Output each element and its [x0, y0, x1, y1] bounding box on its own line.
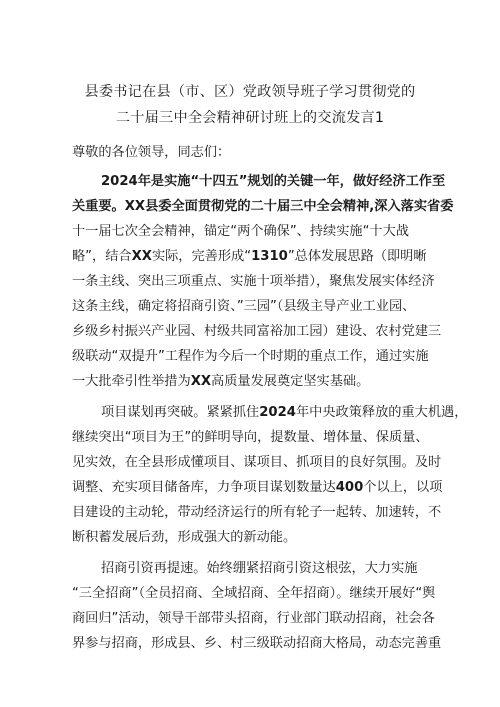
bold-text: 县委全面贯彻党的二十届三中全会精神,深入落实省委 — [145, 199, 454, 214]
bold-text: 1310 — [251, 249, 288, 264]
text-run: 个以上，以项 — [363, 480, 443, 495]
paragraph-line: 目建设的主动轮，带动经济运行的所有轮子一起转、加速转，不 — [72, 505, 442, 520]
paragraph-line: 见实效，在全县形成懂项目、谋项目、抓项目的良好氛围。及时 — [72, 455, 442, 470]
bold-text: XX — [131, 249, 152, 264]
paragraph-1 — [72, 169, 454, 394]
text-run: 年中央政策释放的重大机遇， — [295, 405, 468, 420]
bold-text: 关重要。 — [72, 199, 125, 214]
paragraph-2 — [72, 400, 468, 550]
paragraph-line: 继续突出“项目为王”的鲜明导向，提数量、增体量、保质量、 — [72, 430, 429, 445]
text-run: 项目谋划再突破。紧紧抓住 — [101, 405, 260, 420]
paragraph-line: “三全招商”（全员招商、全域招商、全年招商）。继续开展好“舆 — [72, 586, 436, 601]
paragraph-line — [72, 400, 468, 425]
paragraph-line: 乡级乡村振兴产业园、村级共同富裕加工园）建设、农村党建三 — [72, 324, 442, 339]
text-run: 调整、充实项目储备库，力争项目谋划数量达 — [72, 480, 336, 495]
paragraph-line — [72, 244, 428, 269]
title-line-1: 县委书记在县（市、区）党政领导班子学习贯彻党的 — [84, 84, 416, 100]
paragraph-line — [72, 169, 446, 194]
bold-text: XX — [124, 199, 146, 214]
paragraph-3 — [72, 556, 442, 656]
paragraph-line: 级联动“双提升”工程作为今后一个时期的重点工作，通过实施 — [72, 349, 429, 364]
paragraph-line — [72, 475, 443, 500]
bold-text: 年是实施“十四五”规划的关键一年，做好经济工作至 — [137, 174, 446, 189]
text-run: 实际，完善形成“ — [151, 249, 252, 264]
bold-text: 400 — [335, 480, 364, 495]
greeting: 尊敬的各位领导，同志们： — [72, 145, 231, 160]
bold-text: XX — [190, 374, 212, 389]
bold-text: 2024 — [101, 174, 138, 189]
paragraph-line: 断积蓄发展后劲，形成强大的新动能。 — [72, 530, 297, 545]
bold-text: 2024 — [259, 405, 296, 420]
paragraph-line: 商回归”活动，领导干部带头招商，行业部门联动招商，社会各 — [72, 611, 435, 626]
paragraph-line — [72, 194, 454, 219]
paragraph-line: 这条主线，确定将招商引资、”三园”（县级主导产业工业园、 — [72, 299, 416, 314]
text-run: 高质量发展奠定坚实基础。 — [211, 374, 370, 389]
paragraph-line: 一条主线、突出三项重点、实施十项举措），聚焦发展实体经济 — [72, 274, 435, 289]
text-run: 一大批牵引性举措为 — [72, 374, 191, 389]
paragraph-line — [72, 369, 428, 394]
paragraph-line: 界参与招商，形成县、乡、村三级联动招商大格局，动态完善重 — [72, 636, 442, 651]
document-title — [72, 79, 428, 131]
paragraph-line: 十一届七次全会精神，锚定“两个确保”、持续实施“十大战 — [72, 224, 409, 239]
text-run: 略”，结合 — [72, 249, 132, 264]
text-run: ”总体发展思路（即明晰 — [287, 249, 427, 264]
title-line-2: 二十届三中全会精神研讨班上的交流发言1 — [115, 110, 385, 126]
paragraph-line: 招商引资再提速。始终绷紧招商引资这根弦，大力实施 — [101, 561, 418, 576]
